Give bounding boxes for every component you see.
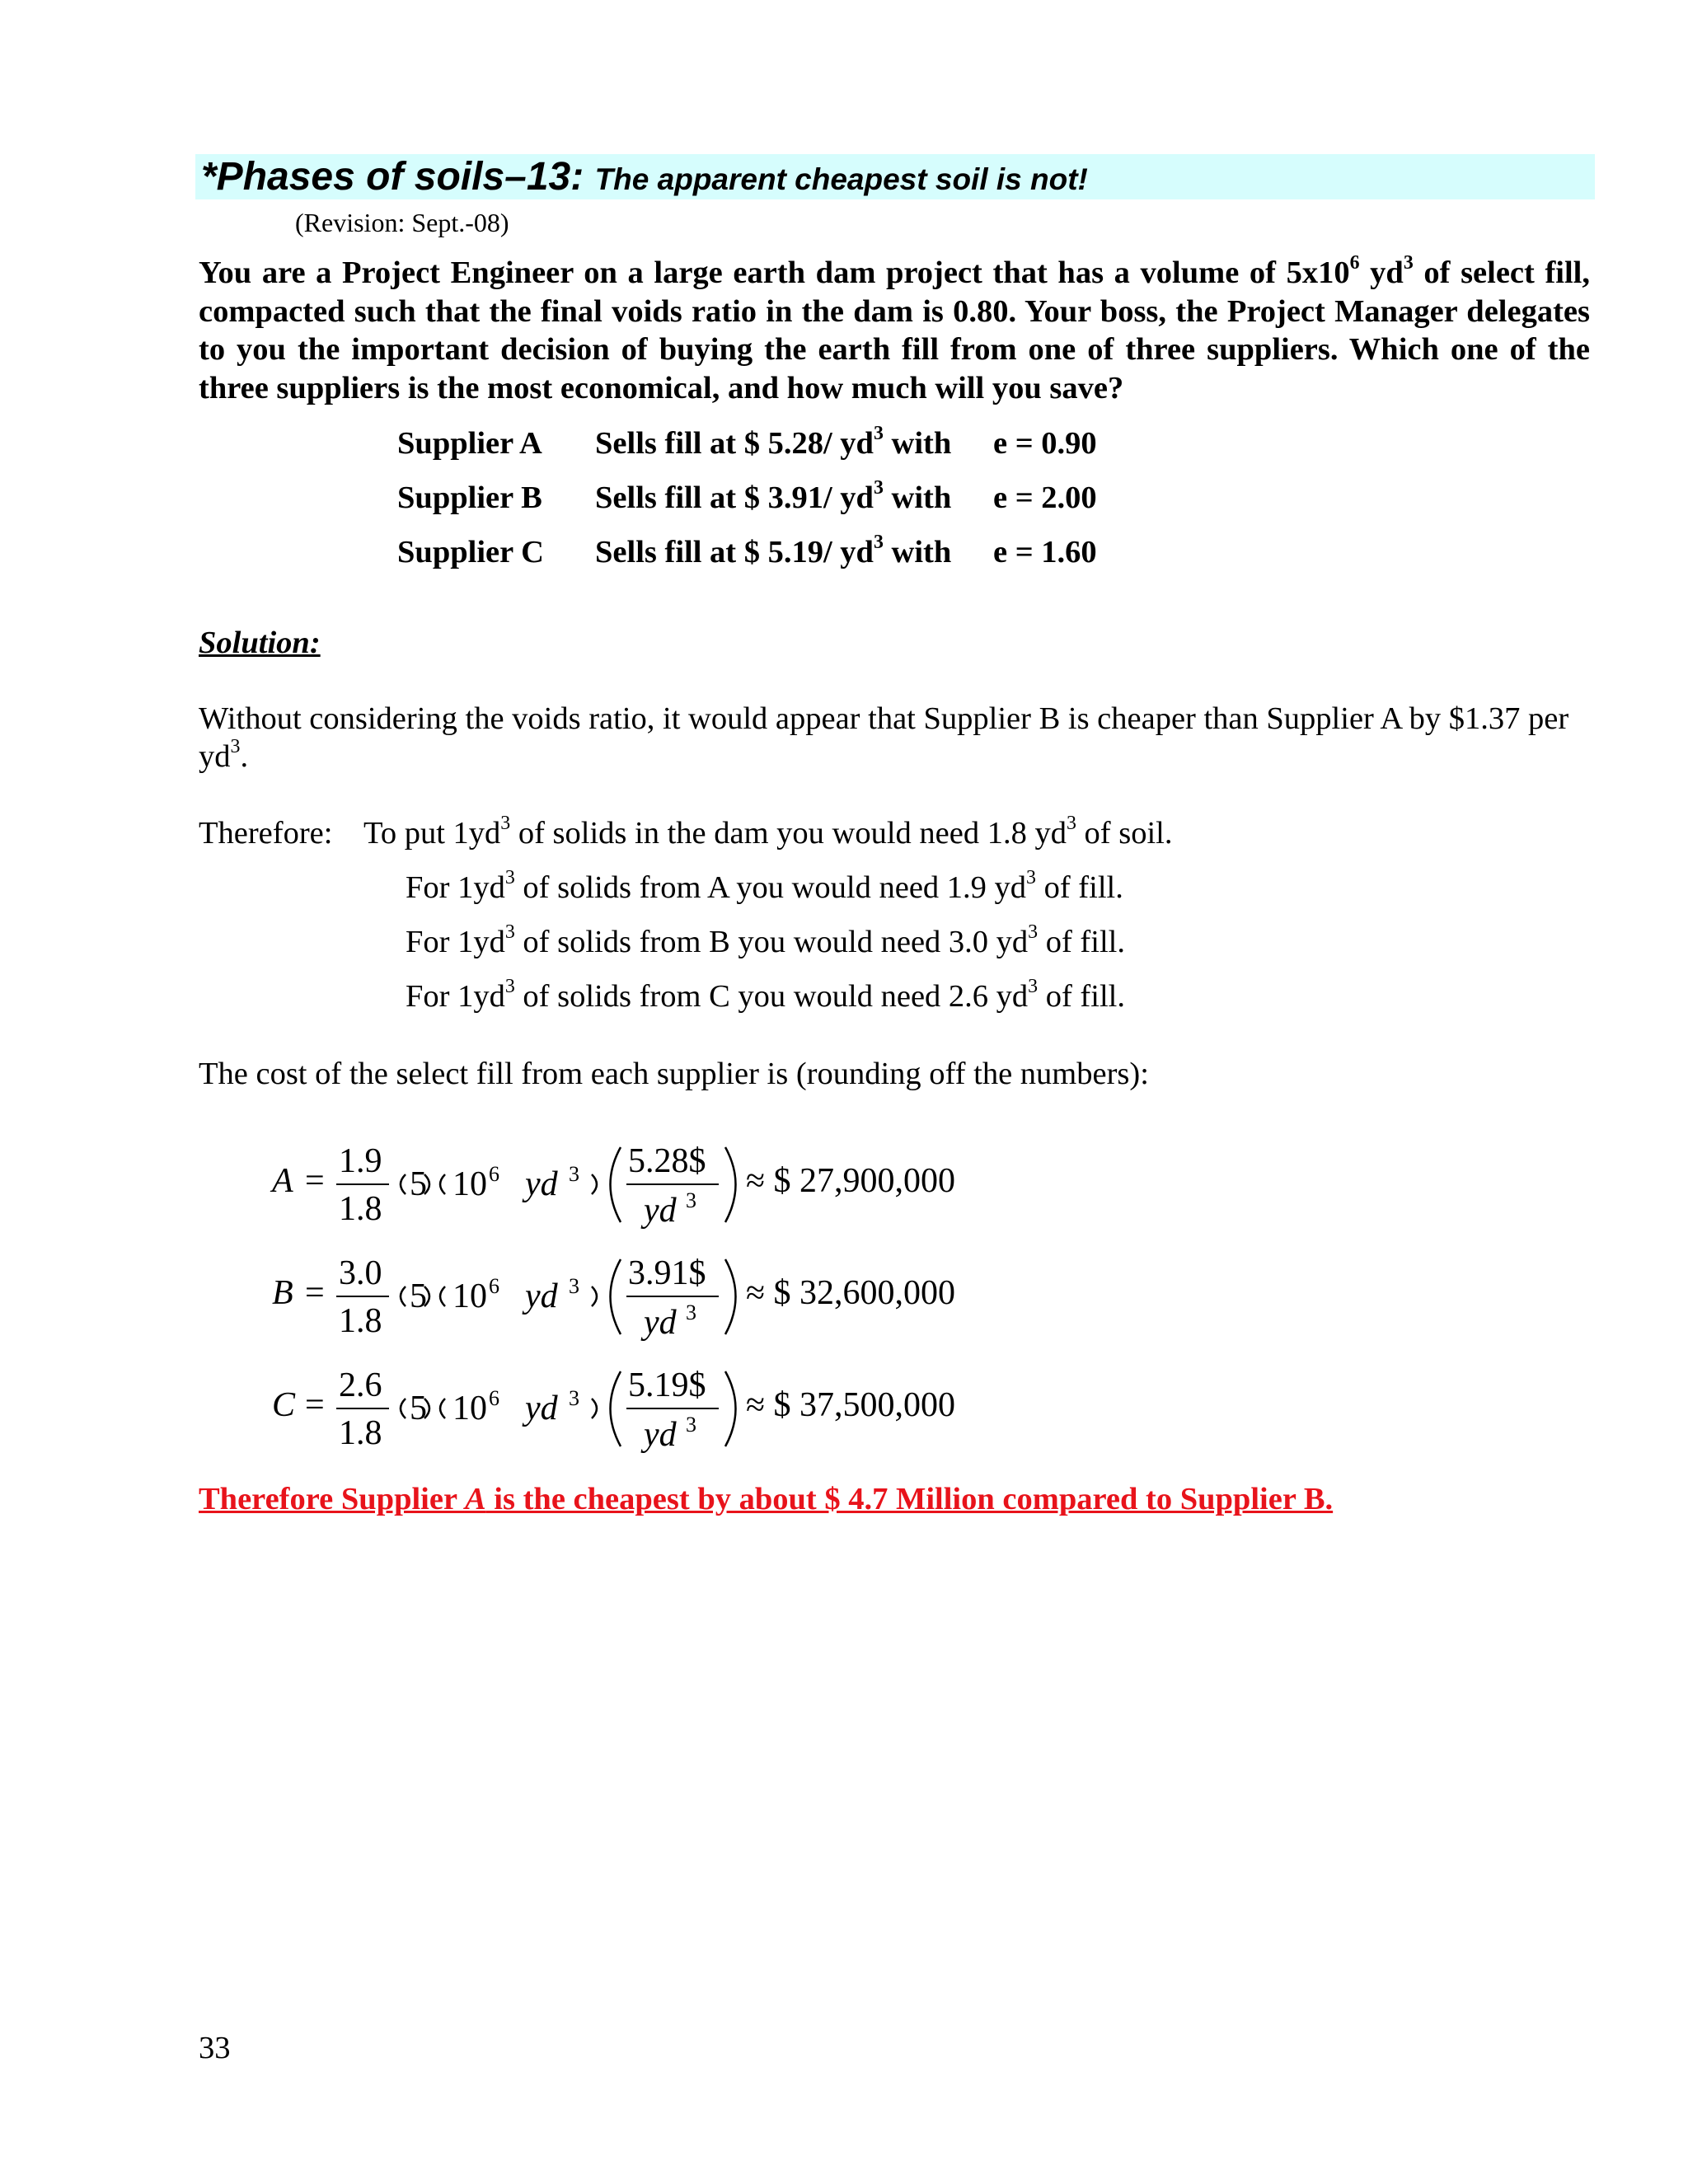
equation-result: ≈ $ 27,900,000 bbox=[746, 1162, 956, 1200]
supplier-name: Supplier C bbox=[397, 535, 544, 569]
unit-exponent: 3 bbox=[569, 1162, 579, 1186]
ratio-numerator: 2.6 bbox=[339, 1366, 382, 1404]
equation-label: C bbox=[272, 1386, 296, 1424]
equation-label: B bbox=[272, 1274, 293, 1312]
revision-note: (Revision: Sept.-08) bbox=[295, 208, 509, 237]
ten-factor: 10 bbox=[452, 1390, 487, 1427]
price-numerator: 5.19$ bbox=[628, 1366, 706, 1404]
solution-line-1: To put $1yd^3$ of solids in the dam you would need 1.8 $yd^3$ of soil. bbox=[363, 812, 1173, 851]
unit-yd: yd bbox=[525, 1165, 558, 1203]
solution-line-4: For $1yd^3$ of solids from C you would need 2.6 $yd^3$ of fill. bbox=[406, 975, 1125, 1014]
supplier-price: Sells fill at $ 3.91/ $yd^3$ with bbox=[595, 476, 952, 515]
ratio-numerator: 1.9 bbox=[339, 1142, 382, 1180]
problem-statement bbox=[199, 251, 1590, 407]
equation-c bbox=[0, 1361, 1688, 1477]
ratio-bar bbox=[336, 1296, 389, 1297]
supplier-void-ratio: e = 2.00 bbox=[993, 480, 1097, 515]
five-factor: 5 bbox=[410, 1277, 427, 1315]
ratio-bar bbox=[336, 1183, 389, 1185]
therefore-label: Therefore: bbox=[199, 816, 333, 851]
supplier-void-ratio: e = 1.60 bbox=[993, 535, 1097, 569]
price-bar bbox=[626, 1183, 719, 1185]
equation-b bbox=[0, 1249, 1688, 1365]
supplier-void-ratio: e = 0.90 bbox=[993, 426, 1097, 461]
price-denominator: yd bbox=[644, 1304, 677, 1342]
conclusion: Therefore Supplier A is the cheapest by about $ 4.7 Million compared to Supplier B. bbox=[199, 1482, 1334, 1516]
price-den-exponent: 3 bbox=[686, 1188, 696, 1212]
unit-yd: yd bbox=[525, 1277, 558, 1315]
five-factor: 5 bbox=[410, 1390, 427, 1427]
equals-sign: = bbox=[305, 1274, 325, 1312]
unit-exponent: 3 bbox=[569, 1386, 579, 1410]
title-subtitle: The apparent cheapest soil is not! bbox=[594, 162, 1088, 196]
ten-exponent: 6 bbox=[489, 1386, 499, 1410]
cost-intro: The cost of the select fill from each supplier is (rounding off the numbers): bbox=[199, 1057, 1149, 1091]
equals-sign: = bbox=[305, 1162, 325, 1200]
ratio-denominator: 1.8 bbox=[339, 1414, 382, 1452]
title-main: *Phases of soils–13: bbox=[201, 155, 584, 199]
price-numerator: 5.28$ bbox=[628, 1142, 706, 1180]
price-denominator: yd bbox=[644, 1416, 677, 1454]
solution-heading: Solution: bbox=[199, 626, 321, 660]
unit-exponent: 3 bbox=[569, 1274, 579, 1298]
equals-sign: = bbox=[305, 1386, 325, 1424]
supplier-price: Sells fill at $ 5.28/ $yd^3$ with bbox=[595, 422, 952, 461]
problem-exp-2: 3 bbox=[1403, 251, 1414, 274]
equation-result: ≈ $ 32,600,000 bbox=[746, 1274, 956, 1312]
unit-yd: yd bbox=[525, 1390, 558, 1427]
ten-exponent: 6 bbox=[489, 1274, 499, 1298]
problem-text-3: of select fill, compacted such that the final voids ratio in the dam is 0.80. Your boss, the Project Manager delegates to you the important decision of buying the earth fill from one of three suppliers. Which one of the three suppliers is the most economical, and how much will you save? bbox=[199, 255, 1590, 405]
problem-text-1: You are a Project Engineer on a large earth dam project that has a volume of 5x10 bbox=[199, 255, 1350, 290]
ten-exponent: 6 bbox=[489, 1162, 499, 1186]
supplier-price: Sells fill at $ 5.19/ $yd^3$ with bbox=[595, 531, 952, 569]
supplier-name: Supplier A bbox=[397, 426, 542, 461]
ratio-denominator: 1.8 bbox=[339, 1190, 382, 1228]
ten-factor: 10 bbox=[452, 1165, 487, 1203]
five-factor: 5 bbox=[410, 1165, 427, 1203]
ratio-denominator: 1.8 bbox=[339, 1302, 382, 1340]
supplier-name: Supplier B bbox=[397, 480, 542, 515]
price-numerator: 3.91$ bbox=[628, 1254, 706, 1292]
ten-factor: 10 bbox=[452, 1277, 487, 1315]
equation-label: A bbox=[272, 1162, 293, 1200]
page-title bbox=[201, 156, 1088, 201]
price-denominator: yd bbox=[644, 1192, 677, 1230]
solution-line-2: For $1yd^3$ of solids from A you would need 1.9 $yd^3$ of fill. bbox=[406, 866, 1123, 905]
solution-intro: Without considering the voids ratio, it would appear that Supplier B is cheaper than Supplier A by $1.37 per $yd^3$. bbox=[199, 701, 1569, 774]
ratio-numerator: 3.0 bbox=[339, 1254, 382, 1292]
equation-result: ≈ $ 37,500,000 bbox=[746, 1386, 956, 1424]
price-den-exponent: 3 bbox=[686, 1301, 696, 1324]
problem-exp-1: 6 bbox=[1349, 251, 1360, 274]
solution-line-3: For $1yd^3$ of solids from B you would need 3.0 $yd^3$ of fill. bbox=[406, 921, 1125, 959]
equation-a bbox=[0, 1137, 1688, 1253]
ratio-bar bbox=[336, 1408, 389, 1409]
price-bar bbox=[626, 1408, 719, 1409]
price-bar bbox=[626, 1296, 719, 1297]
problem-text-2: yd bbox=[1359, 255, 1404, 290]
page-number: 33 bbox=[199, 2031, 231, 2065]
price-den-exponent: 3 bbox=[686, 1413, 696, 1436]
